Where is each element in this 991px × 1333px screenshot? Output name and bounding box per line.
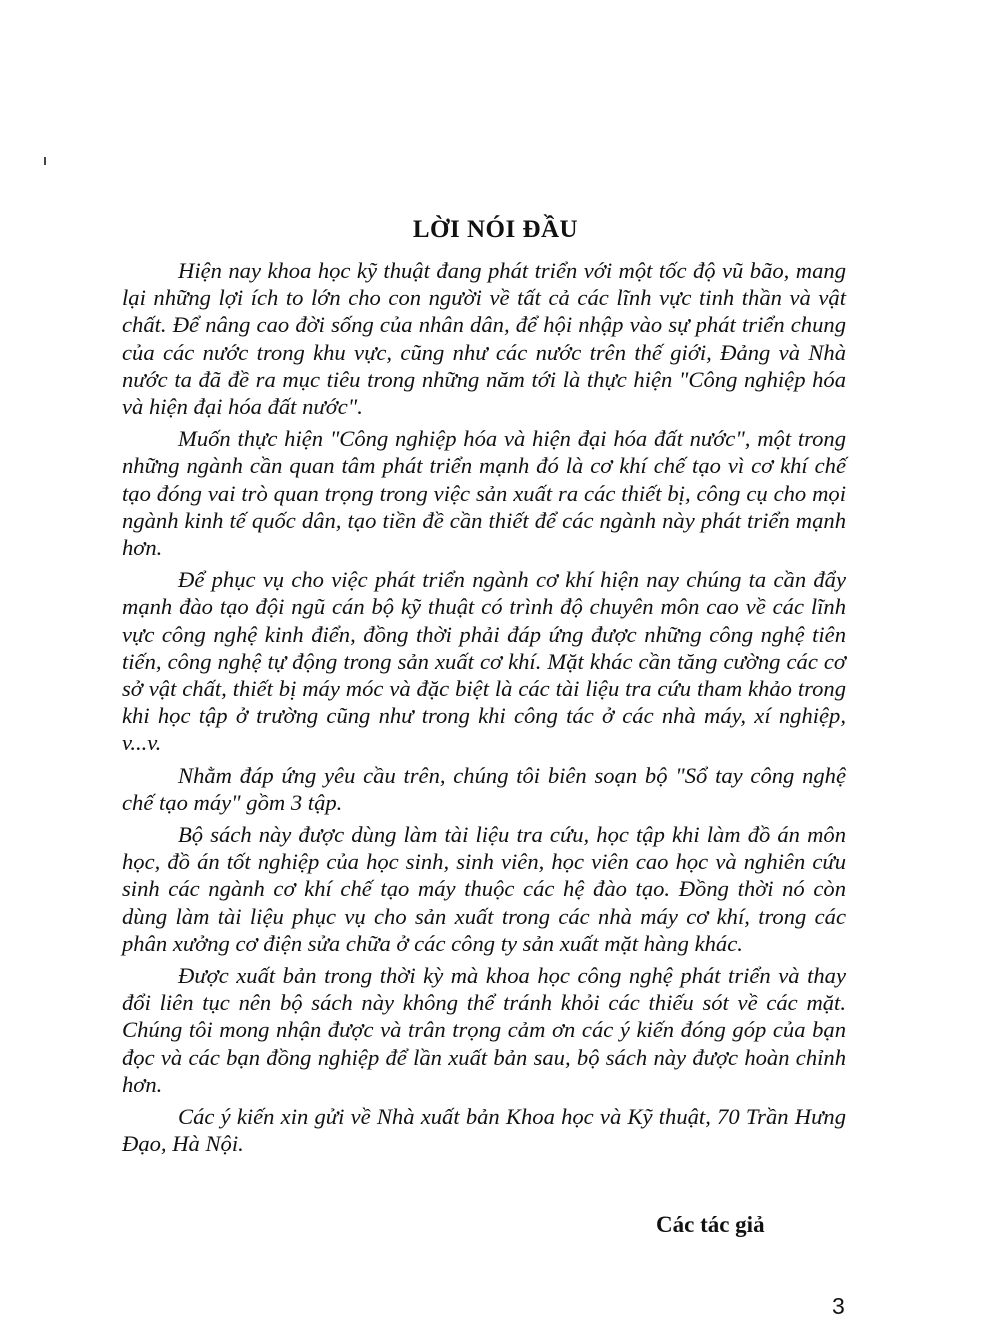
paragraph: Bộ sách này được dùng làm tài liệu tra cứu, học tập khi làm đồ án môn học, đồ án tốt nghiệp của học sinh, sinh viên, học viên cao học và nghiên cứu sinh các ngành cơ khí chế tạo máy thuộc các hệ đào tạo. Đồng thời nó còn dùng làm tài liệu phục vụ cho sản xuất trong các nhà máy cơ khí, trong các phân xưởng cơ điện sửa chữa ở các công ty sản xuất mặt hàng khác. bbox=[122, 822, 846, 956]
paragraph: Được xuất bản trong thời kỳ mà khoa học công nghệ phát triển và thay đổi liên tục nên bộ sách này không thể tránh khỏi các thiếu sót về các mặt. Chúng tôi mong nhận được và trân trọng cảm ơn các ý kiến đóng góp của bạn đọc và các bạn đồng nghiệp để lần xuất bản sau, bộ sách này được hoàn chỉnh hơn. bbox=[122, 963, 846, 1097]
page-number: 3 bbox=[832, 1293, 845, 1319]
paragraph: Hiện nay khoa học kỹ thuật đang phát triển với một tốc độ vũ bão, mang lại những lợi ích to lớn cho con người về tất cả các lĩnh vực tinh thần và vật chất. Để nâng cao đời sống của nhân dân, để hội nhập vào sự phát triển chung của các nước trong khu vực, cũng như các nước trên thế giới, Đảng và Nhà nước ta đã đề ra mục tiêu trong những năm tới là thực hiện "Công nghiệp hóa và hiện đại hóa đất nước". bbox=[122, 258, 846, 420]
signature: Các tác giả bbox=[656, 1212, 765, 1237]
paragraph: Nhằm đáp ứng yêu cầu trên, chúng tôi biên soạn bộ "Sổ tay công nghệ chế tạo máy" gồm 3 tập. bbox=[122, 762, 846, 815]
paragraph: Để phục vụ cho việc phát triển ngành cơ khí hiện nay chúng ta cần đẩy mạnh đào tạo đội ngũ cán bộ kỹ thuật có trình độ chuyên môn cao về các lĩnh vực công nghệ kinh điển, đồng thời phải đáp ứng được những công nghệ tiên tiến, công nghệ tự động trong sản xuất cơ khí. Mặt khác cần tăng cường các cơ sở vật chất, thiết bị máy móc và đặc biệt là các tài liệu tra cứu tham khảo trong khi học tập ở trường cũng như trong khi công tác ở các nhà máy, xí nghiệp, v...v. bbox=[122, 567, 846, 756]
preface-body bbox=[122, 257, 846, 1163]
paragraph: Muốn thực hiện "Công nghiệp hóa và hiện đại hóa đất nước", một trong những ngành cần quan tâm phát triển mạnh đó là cơ khí chế tạo vì cơ khí chế tạo đóng vai trò quan trọng trong việc sản xuất ra các thiết bị, công cụ cho mọi ngành kinh tế quốc dân, tạo tiền đề cần thiết để các ngành này phát triển mạnh hơn. bbox=[122, 426, 846, 561]
paragraph: Các ý kiến xin gửi về Nhà xuất bản Khoa học và Kỹ thuật, 70 Trần Hưng Đạo, Hà Nội. bbox=[122, 1104, 846, 1157]
page-title: LỜI NÓI ĐẦU bbox=[412, 216, 579, 243]
scan-speck bbox=[44, 157, 46, 165]
